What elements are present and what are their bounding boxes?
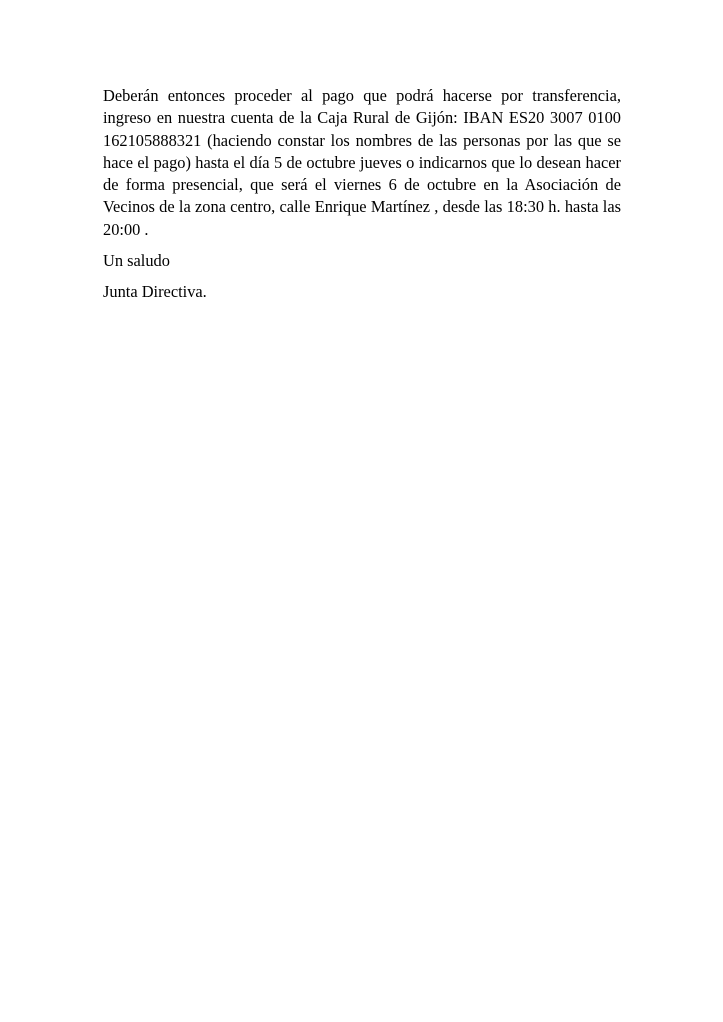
payment-instructions-paragraph: Deberán entonces proceder al pago que podrá hacerse por transferencia, ingreso en nuestra cuenta de la Caja Rural de Gijón: IBAN ES20 3007 0100 162105888321 (haciendo constar los nombres de las personas por las que se hace el pago) hasta el día 5 de octubre jueves o indicarnos que lo desean hacer de forma presencial, que será el viernes 6 de octubre en la Asociación de Vecinos de la zona centro, calle Enrique Martínez , desde las 18:30 h. hasta las 20:00 . — [103, 86, 621, 239]
signature-line: Junta Directiva. — [103, 282, 207, 302]
greeting-line: Un saludo — [103, 251, 170, 271]
document-body — [103, 85, 621, 304]
